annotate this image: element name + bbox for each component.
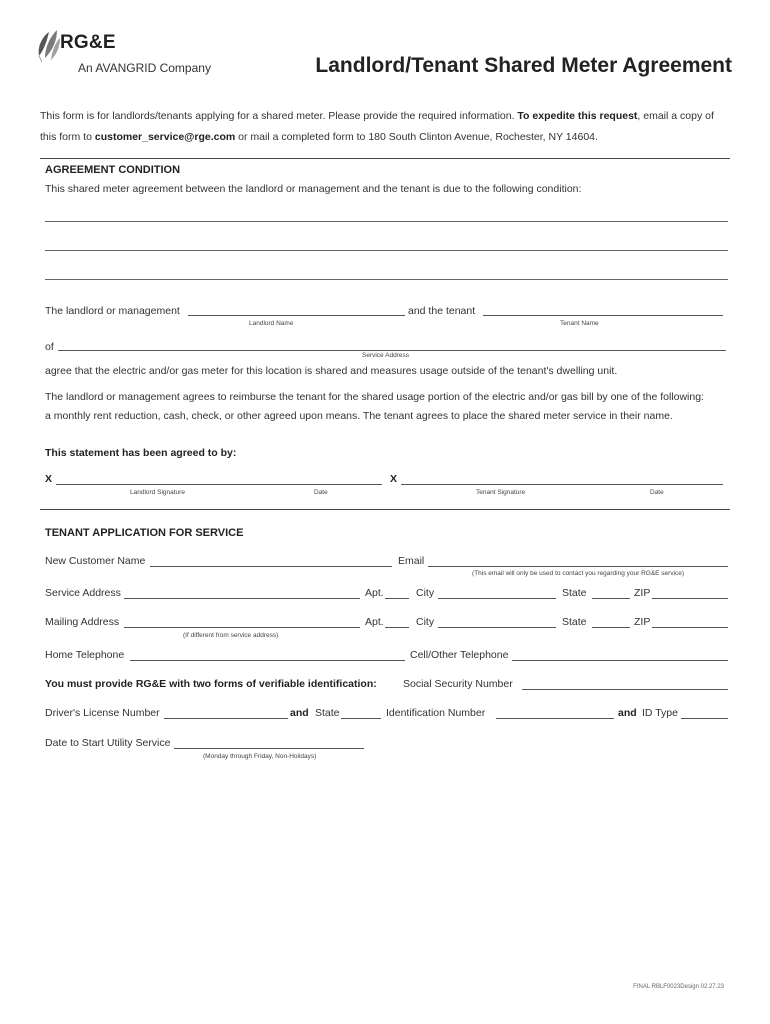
email-label: Email: [398, 555, 425, 567]
and-tenant-label: and the tenant: [408, 305, 476, 317]
section-divider: [40, 158, 730, 159]
id-type-field[interactable]: [681, 718, 728, 719]
service-zip-field[interactable]: [652, 598, 728, 599]
landlord-signature-field[interactable]: [56, 484, 382, 485]
mailing-state-field[interactable]: [592, 627, 630, 628]
start-date-field[interactable]: [174, 748, 364, 749]
id-state-label: State: [315, 707, 340, 719]
drivers-license-label: Driver's License Number: [45, 707, 160, 719]
ssn-field[interactable]: [522, 689, 728, 690]
id-requirement-notice: You must provide RG&E with two forms of verifiable identification:: [45, 678, 377, 690]
landlord-name-field[interactable]: [188, 315, 405, 316]
condition-line-2[interactable]: [45, 250, 728, 251]
start-date-label: Date to Start Utility Service: [45, 737, 171, 749]
mailing-city-field[interactable]: [438, 627, 556, 628]
mailing-apt-label: Apt.: [365, 616, 384, 628]
of-label: of: [45, 341, 54, 353]
drivers-license-field[interactable]: [164, 718, 288, 719]
service-address-input[interactable]: [124, 598, 360, 599]
mailing-zip-field[interactable]: [652, 627, 728, 628]
home-telephone-field[interactable]: [130, 660, 405, 661]
service-state-label: State: [562, 587, 587, 599]
new-customer-name-field[interactable]: [150, 566, 392, 567]
condition-line-3[interactable]: [45, 279, 728, 280]
mailing-address-note: (If different from service address): [183, 632, 279, 639]
landlord-label: The landlord or management: [45, 305, 180, 317]
company-name: RG&E: [60, 32, 116, 53]
leaf-logo-icon: [37, 28, 61, 62]
company-tagline: An AVANGRID Company: [78, 61, 211, 75]
new-customer-name-label: New Customer Name: [45, 555, 146, 567]
service-city-field[interactable]: [438, 598, 556, 599]
landlord-x-mark: X: [45, 473, 53, 485]
agree-text: agree that the electric and/or gas meter for this location is shared and measures usage outside of the tenant's dwelling unit.: [45, 365, 618, 377]
ssn-label: Social Security Number: [403, 678, 513, 690]
service-apt-label: Apt.: [365, 587, 384, 599]
expedite-emphasis: To expedite this request: [517, 110, 638, 122]
tenant-name-caption: Tenant Name: [560, 320, 599, 327]
tenant-x-mark: X: [390, 473, 398, 485]
landlord-date-caption: Date: [314, 489, 328, 496]
intro-paragraph: This form is for landlords/tenants applying for a shared meter. Please provide the required information. To expedite this request, email a copy of this form to customer_service@rge.com or mail a completed form to 180 South Clinton Avenue, Rochester, NY 14604.: [40, 110, 714, 143]
reimburse-text-1: The landlord or management agrees to reimburse the tenant for the shared usage portion of the electric and/or gas bill by one of the following:: [45, 391, 704, 403]
service-city-label: City: [416, 587, 435, 599]
id-type-label: ID Type: [642, 707, 678, 719]
section-divider: [40, 509, 730, 510]
start-date-note: (Monday through Friday, Non-Holidays): [203, 753, 317, 760]
customer-service-email-link[interactable]: customer_service@rge.com: [94, 131, 236, 143]
landlord-name-caption: Landlord Name: [249, 320, 294, 327]
page-title: Landlord/Tenant Shared Meter Agreement: [315, 54, 732, 77]
service-zip-label: ZIP: [634, 587, 651, 599]
mailing-city-label: City: [416, 616, 435, 628]
mailing-state-label: State: [562, 616, 587, 628]
tenant-signature-caption: Tenant Signature: [476, 489, 526, 496]
mailing-zip-label: ZIP: [634, 616, 651, 628]
condition-line-1[interactable]: [45, 221, 728, 222]
mailing-address-input[interactable]: [124, 627, 360, 628]
mailing-address-label: Mailing Address: [45, 616, 120, 628]
email-note: (This email will only be used to contact you regarding your RG&E service): [472, 570, 685, 577]
service-state-field[interactable]: [592, 598, 630, 599]
statement-heading: This statement has been agreed to by:: [45, 447, 237, 459]
cell-telephone-label: Cell/Other Telephone: [410, 649, 509, 661]
identification-number-field[interactable]: [496, 718, 614, 719]
service-address-field[interactable]: [58, 350, 726, 351]
reimburse-text-2: a monthly rent reduction, cash, check, or other agreed upon means. The tenant agrees to place the shared meter service in their name.: [45, 410, 673, 422]
service-address-label: Service Address: [45, 587, 121, 599]
cell-telephone-field[interactable]: [512, 660, 728, 661]
agreement-condition-heading: AGREEMENT CONDITION: [45, 164, 181, 176]
tenant-date-caption: Date: [650, 489, 664, 496]
and-label-1: and: [290, 707, 309, 719]
tenant-name-field[interactable]: [483, 315, 723, 316]
tenant-application-heading: TENANT APPLICATION FOR SERVICE: [45, 527, 244, 539]
service-apt-field[interactable]: [385, 598, 409, 599]
service-address-caption: Service Address: [362, 352, 409, 359]
mailing-apt-field[interactable]: [385, 627, 409, 628]
email-field[interactable]: [428, 566, 728, 567]
form-code: FINAL RBLF0023Design 02.27.23: [633, 984, 724, 990]
landlord-signature-caption: Landlord Signature: [130, 489, 185, 496]
tenant-signature-field[interactable]: [401, 484, 723, 485]
condition-text: This shared meter agreement between the landlord or management and the tenant is due to the following condition:: [45, 183, 582, 195]
and-label-2: and: [618, 707, 637, 719]
home-telephone-label: Home Telephone: [45, 649, 125, 661]
identification-number-label: Identification Number: [386, 707, 486, 719]
id-state-field[interactable]: [341, 718, 381, 719]
